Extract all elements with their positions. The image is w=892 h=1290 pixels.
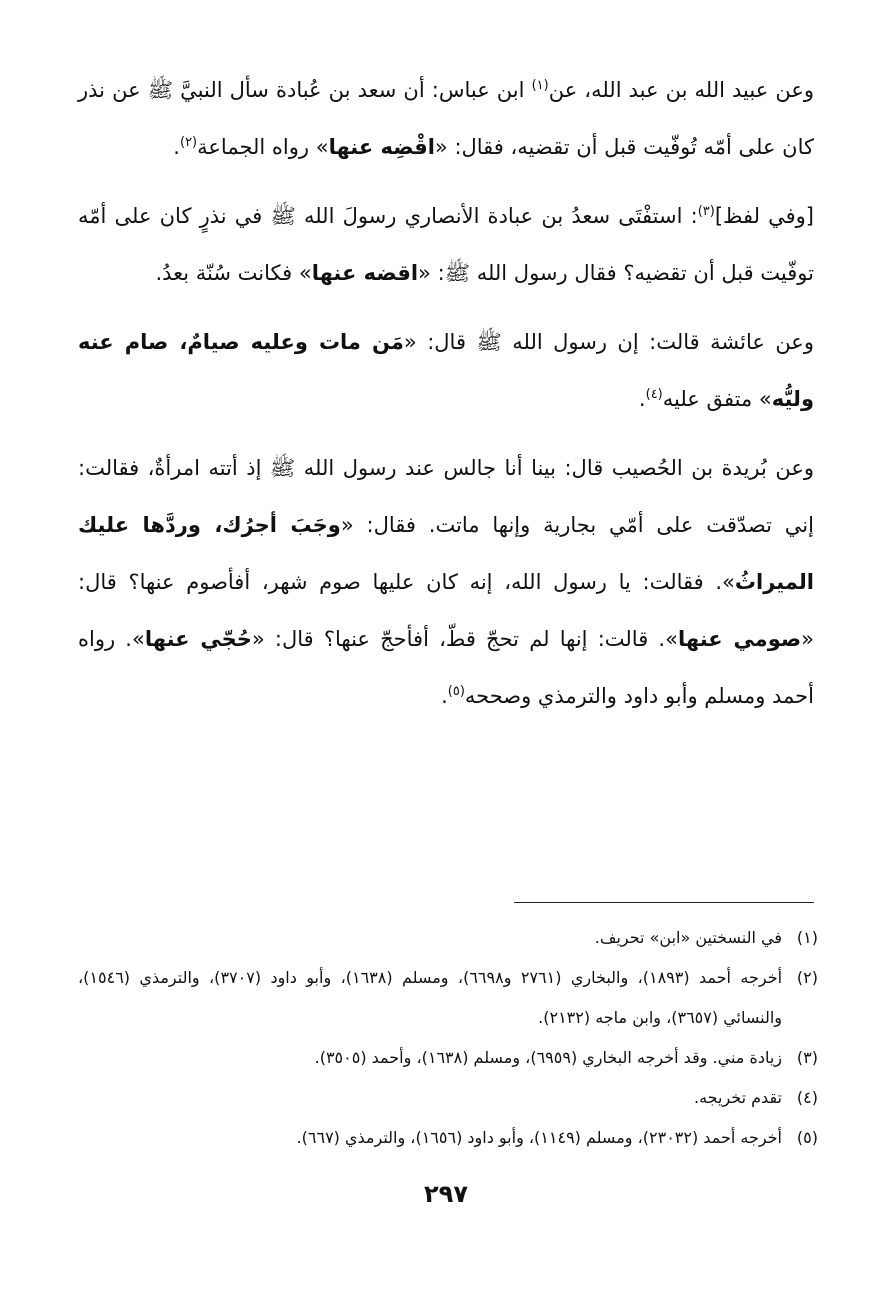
footnote-number: (٥) [796, 1128, 818, 1147]
footnote [78, 1078, 818, 1118]
footnote-ref: (١) [531, 78, 549, 93]
footnote-number: (٢) [796, 968, 818, 987]
footnote-text: في النسختين «ابن» تحريف. [594, 928, 782, 947]
page-number: ٢٩٧ [424, 1180, 468, 1208]
hadith-quote: اقْضِه عنها [328, 135, 435, 159]
footnote-text: أخرجه أحمد (١٨٩٣)، والبخاري (٢٧٦١ و٦٦٩٨)، ومسلم (١٦٣٨)، وأبو داود (٣٧٠٧)، والترمذي (١٥٤٦)، والنسائي (٣٦٥٧)، وابن ماجه (٢١٣٢). [78, 968, 783, 1027]
text-run: . [173, 135, 180, 159]
main-text [78, 62, 814, 725]
text-run: ». فقالت: يا رسول الله، إنه كان عليها صوم شهر، أفأصوم عنها؟ قال: « [78, 570, 815, 651]
text-run: ». قالت: إنها لم تحجّ قطّ، أفأحجّ عنها؟ قال: « [251, 627, 678, 651]
hadith-quote: صومي عنها [677, 627, 802, 651]
footnote-text: أخرجه أحمد (٢٣٠٣٢)، ومسلم (١١٤٩)، وأبو داود (١٦٥٦)، والترمذي (٦٦٧). [296, 1128, 782, 1147]
hadith-quote: وجَبَ أجرُك، وردَّها عليك الميراثُ [78, 513, 814, 594]
footnote [78, 958, 818, 1038]
hadith-quote: حُجّي عنها [144, 627, 252, 651]
paragraph [78, 188, 814, 302]
text-run: . [441, 684, 448, 708]
paragraph [78, 62, 814, 176]
text-run: : استفْتَى سعدُ بن عبادة الأنصاري رسولَ الله ﷺ في نذرٍ كان على أمّه توفّيت قبل أن تقضيه؟ فقال رسول الله ﷺ: « [78, 204, 814, 285]
footnote-ref: (٣) [697, 204, 715, 219]
text-run: [وفي لفظ] [714, 204, 815, 228]
text-run: ». رواه أحمد ومسلم وأبو داود والترمذي وصححه [78, 627, 814, 708]
footnote-ref: (٢) [179, 135, 198, 150]
hadith-quote: اقضه عنها [311, 261, 419, 285]
text-run: » متفق عليه [662, 387, 772, 411]
footnotes [78, 918, 818, 1158]
hadith-quote: مَن مات وعليه صيامٌ، صام عنه وليُّه [78, 330, 814, 411]
footnote-ref: (٤) [645, 387, 663, 402]
text-run: وعن عائشة قالت: إن رسول الله ﷺ قال: « [403, 330, 814, 354]
text-run: وعن عبيد الله بن عبد الله، عن [548, 78, 814, 102]
footnote-number: (٣) [796, 1048, 818, 1067]
text-run: » رواه الجماعة [197, 135, 329, 159]
text-run: . [638, 387, 646, 411]
footnote-text: تقدم تخريجه. [694, 1088, 782, 1107]
footnote-separator [514, 902, 814, 903]
footnote-text: زيادة مني. وقد أخرجه البخاري (٦٩٥٩)، ومسلم (١٦٣٨)، وأحمد (٣٥٠٥). [314, 1048, 782, 1067]
text-run: » فكانت سُنّة بعدُ. [155, 261, 312, 285]
footnote-number: (١) [796, 928, 818, 947]
footnote-number: (٤) [796, 1088, 818, 1107]
footnote [78, 1118, 818, 1158]
paragraph [78, 440, 814, 725]
text-run: ابن عباس: أن سعد بن عُبادة سأل النبيَّ ﷺ عن نذر كان على أمّه تُوفّيت قبل أن تقضيه، فقال: « [78, 78, 814, 159]
paragraph [78, 314, 814, 428]
footnote [78, 1038, 818, 1078]
footnote [78, 918, 818, 958]
footnote-ref: (٥) [447, 684, 465, 699]
text-run: وعن بُريدة بن الحُصيب قال: بينا أنا جالس عند رسول الله ﷺ إذ أتته امرأةٌ، فقالت: إني تصدّقت على أمّي بجارية وإنها ماتت. فقال: « [78, 456, 814, 537]
